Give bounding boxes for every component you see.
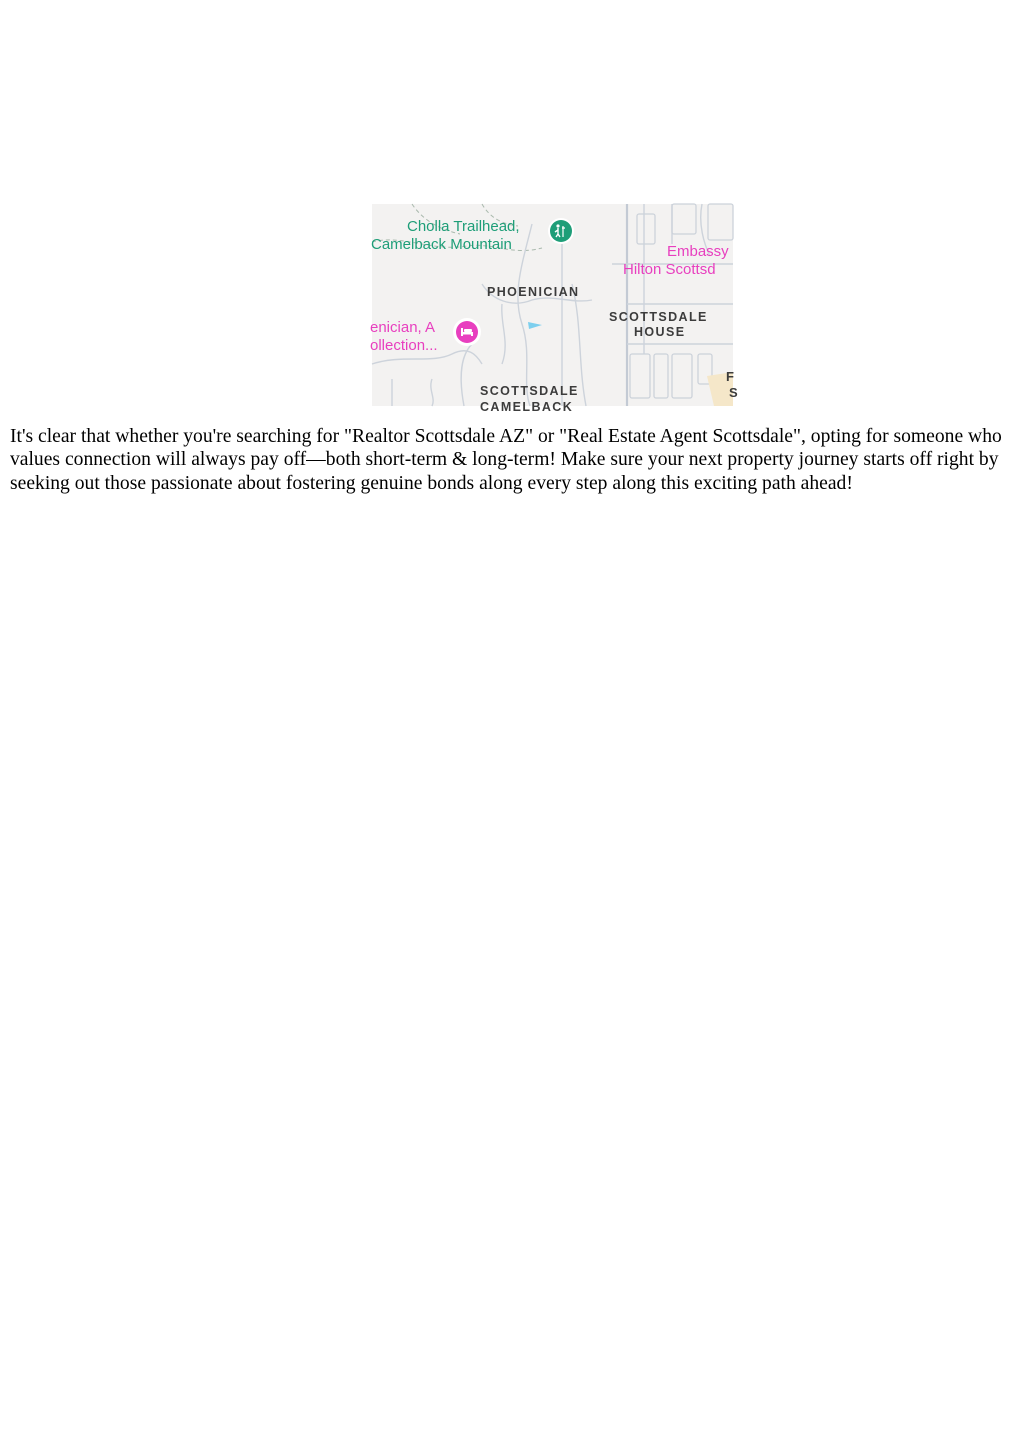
clipped-label: F — [726, 369, 734, 384]
phoenician-area-label: PHOENICIAN — [487, 285, 580, 299]
trailhead-pin[interactable] — [548, 218, 574, 244]
embedded-map[interactable] — [370, 204, 738, 414]
hotel-label-line1[interactable]: enician, A — [370, 319, 436, 336]
hilton-scottsdale-label[interactable]: Hilton Scottsd — [623, 261, 716, 278]
embassy-label[interactable]: Embassy — [667, 243, 729, 260]
hotel-label-line2[interactable]: ollection... — [370, 337, 438, 354]
scottsdale-house-label-line1: SCOTTSDALE — [609, 310, 708, 324]
scottsdale-house-label-line2: HOUSE — [634, 325, 686, 339]
scottsdale-camelback-label-line1: SCOTTSDALE — [480, 384, 579, 398]
article-paragraph: It's clear that whether you're searching for "Realtor Scottsdale AZ" or "Real Estate Agent Scottsdale", opting for someone who values connection will always pay off—both short-term & long-term! Make sure your next property journey starts off right by seeking out those passionate about fostering genuine bonds along every step along this exciting path ahead! — [10, 426, 1002, 494]
hotel-pin[interactable] — [453, 318, 481, 346]
clipped-label: S — [729, 385, 738, 400]
camelback-mountain-label[interactable]: Camelback Mountain — [371, 236, 512, 253]
cholla-trailhead-label[interactable]: Cholla Trailhead, — [407, 218, 520, 235]
scottsdale-camelback-label-line2: CAMELBACK — [480, 400, 574, 414]
map-canvas[interactable] — [370, 204, 738, 414]
